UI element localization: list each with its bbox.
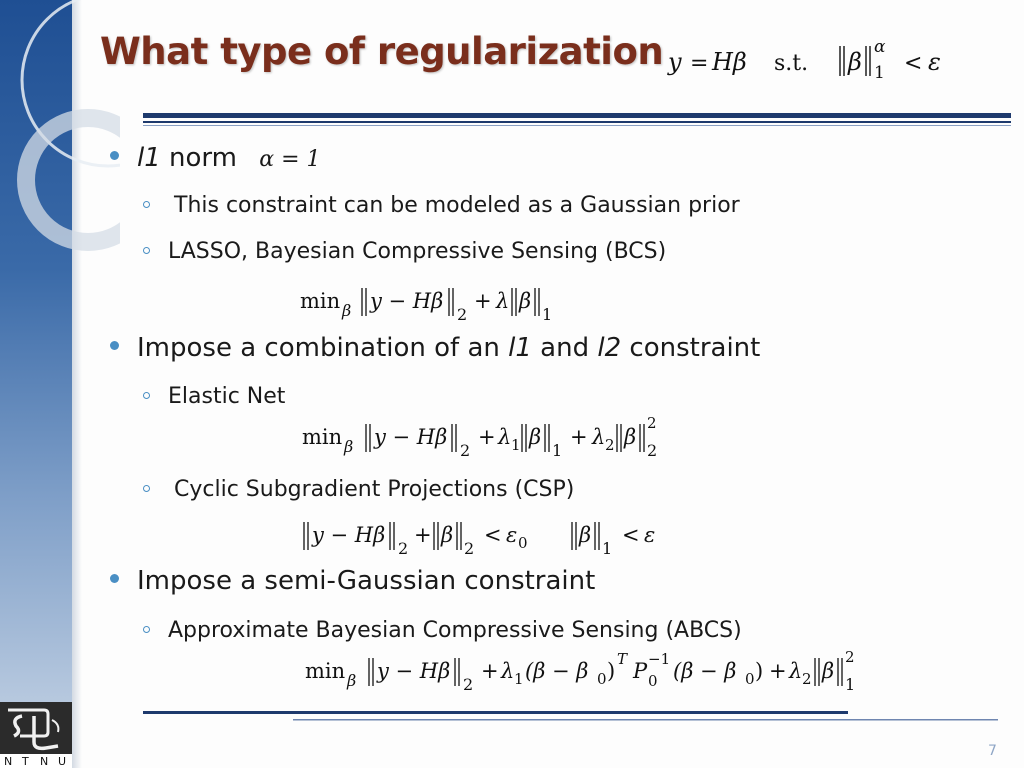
- sub-text: LASSO, Bayesian Compressive Sensing (BCS): [168, 239, 667, 264]
- sub-csp: [143, 477, 574, 502]
- eq-text: α: [874, 37, 886, 57]
- bullet-text: constraint: [621, 333, 761, 363]
- logo-letter: N: [4, 755, 13, 768]
- bullet-label: norm: [160, 143, 237, 173]
- svg-text:+: +: [474, 289, 492, 313]
- logo-letter: T: [22, 755, 29, 768]
- eq-text: 1: [874, 63, 885, 83]
- bullet-text-italic: l1: [508, 333, 532, 363]
- svg-text:1: 1: [542, 305, 553, 324]
- svg-text:0: 0: [597, 670, 607, 688]
- bullet-l1-l2-combination: [110, 333, 760, 363]
- page-number: 7: [988, 743, 997, 759]
- svg-text:λ: λ: [498, 425, 512, 449]
- svg-text:0: 0: [745, 670, 755, 688]
- svg-text:1: 1: [511, 436, 521, 454]
- sub-bullet-ring: [143, 626, 150, 633]
- sub-elastic-net: [143, 384, 285, 409]
- svg-text:2: 2: [647, 441, 658, 460]
- svg-text:(β − β: (β − β: [525, 659, 589, 683]
- svg-text:λ: λ: [789, 659, 803, 683]
- elastic-net-equation: [300, 412, 680, 464]
- sub-bullet-ring: [143, 247, 150, 254]
- svg-text:min: min: [305, 659, 346, 683]
- eq-text: s.t.: [774, 51, 809, 76]
- title-divider: [143, 113, 1011, 129]
- eq-text: ε: [928, 48, 941, 76]
- bullet-dot: [110, 341, 119, 350]
- sub-text: Cyclic Subgradient Projections (CSP): [174, 477, 575, 502]
- svg-text:β: β: [519, 289, 532, 313]
- svg-text:1: 1: [514, 670, 524, 688]
- svg-text:): ): [607, 659, 616, 683]
- svg-text:2: 2: [647, 414, 657, 432]
- sub-bullet-ring: [143, 392, 150, 399]
- sub-gaussian-prior: [143, 193, 740, 218]
- svg-text:2: 2: [463, 675, 474, 694]
- bullet-dot: [110, 574, 119, 583]
- svg-text:2: 2: [398, 539, 409, 558]
- svg-text:β: β: [347, 671, 357, 690]
- svg-text:+: +: [570, 425, 588, 449]
- bullet-semi-gaussian: [110, 566, 595, 596]
- eq-text: =: [690, 51, 709, 76]
- svg-text:0: 0: [518, 534, 528, 552]
- slide-title: What type of regularization: [100, 30, 664, 73]
- sub-bullet-ring: [143, 485, 150, 492]
- svg-text:0: 0: [648, 672, 658, 690]
- svg-text:): ): [755, 659, 764, 683]
- svg-text:λ: λ: [592, 425, 606, 449]
- svg-text:min: min: [302, 425, 343, 449]
- svg-text:ε: ε: [506, 523, 518, 547]
- svg-text:β: β: [441, 523, 454, 547]
- svg-text:β: β: [344, 437, 354, 456]
- svg-text:<: <: [484, 523, 502, 547]
- svg-text:1: 1: [552, 441, 563, 460]
- svg-text:1: 1: [602, 539, 613, 558]
- svg-text:λ: λ: [496, 289, 510, 313]
- sub-abcs: [143, 618, 742, 643]
- sub-bullet-ring: [143, 201, 150, 208]
- bullet-l1-norm: [110, 143, 321, 173]
- svg-text:β: β: [529, 425, 542, 449]
- sub-lasso-bcs: [143, 239, 666, 264]
- svg-text:+: +: [481, 659, 499, 683]
- sub-text: This constraint can be modeled as a Gaussian prior: [174, 193, 740, 218]
- svg-text:λ: λ: [501, 659, 515, 683]
- svg-text:P: P: [633, 659, 648, 683]
- svg-text:β: β: [579, 523, 592, 547]
- svg-text:2: 2: [464, 539, 475, 558]
- svg-text:min: min: [300, 289, 341, 313]
- svg-text:2: 2: [460, 441, 471, 460]
- svg-text:T: T: [617, 650, 628, 668]
- bullet-text-italic: l2: [597, 333, 622, 363]
- svg-text:+: +: [769, 659, 787, 683]
- svg-text:<: <: [622, 523, 640, 547]
- eq-text: <: [904, 51, 923, 76]
- svg-text:y − Hβ: y − Hβ: [377, 659, 451, 683]
- svg-text:y − Hβ: y − Hβ: [312, 523, 386, 547]
- svg-text:y − Hβ: y − Hβ: [370, 289, 444, 313]
- inline-math-alpha: α = 1: [259, 147, 321, 172]
- bullet-text: Impose a combination of an: [137, 333, 509, 363]
- header-equation: [662, 30, 962, 90]
- sub-text: Elastic Net: [168, 384, 286, 409]
- lasso-equation: [298, 282, 568, 328]
- sub-text: Approximate Bayesian Compressive Sensing (ABCS): [168, 618, 742, 643]
- svg-text:β: β: [342, 301, 352, 320]
- svg-text:2: 2: [802, 670, 812, 688]
- eq-text: Hβ: [712, 48, 747, 76]
- svg-text:y − Hβ: y − Hβ: [374, 425, 448, 449]
- svg-text:2: 2: [457, 305, 468, 324]
- svg-text:+: +: [414, 523, 432, 547]
- bullet-dot: [110, 151, 119, 160]
- ntnu-logo: [0, 702, 72, 768]
- bullet-label-italic: l1: [137, 143, 161, 173]
- csp-equation: [300, 516, 670, 564]
- svg-text:1: 1: [845, 675, 856, 694]
- abcs-equation: [303, 644, 883, 696]
- svg-text:β: β: [624, 425, 637, 449]
- svg-text:ε: ε: [644, 523, 656, 547]
- svg-text:(β − β: (β − β: [673, 659, 737, 683]
- logo-emblem: [0, 702, 72, 768]
- svg-text:2: 2: [605, 436, 615, 454]
- svg-text:β: β: [822, 659, 835, 683]
- logo-letter: N: [40, 755, 49, 768]
- bottom-divider: [143, 708, 1003, 724]
- eq-text: β: [848, 48, 862, 76]
- svg-text:−1: −1: [648, 650, 671, 668]
- eq-text: y: [668, 48, 682, 76]
- svg-text:+: +: [478, 425, 496, 449]
- bullet-text: Impose a semi-Gaussian constraint: [137, 566, 596, 596]
- svg-text:2: 2: [845, 648, 855, 666]
- logo-letter: U: [58, 755, 67, 768]
- bullet-text: and: [531, 333, 598, 363]
